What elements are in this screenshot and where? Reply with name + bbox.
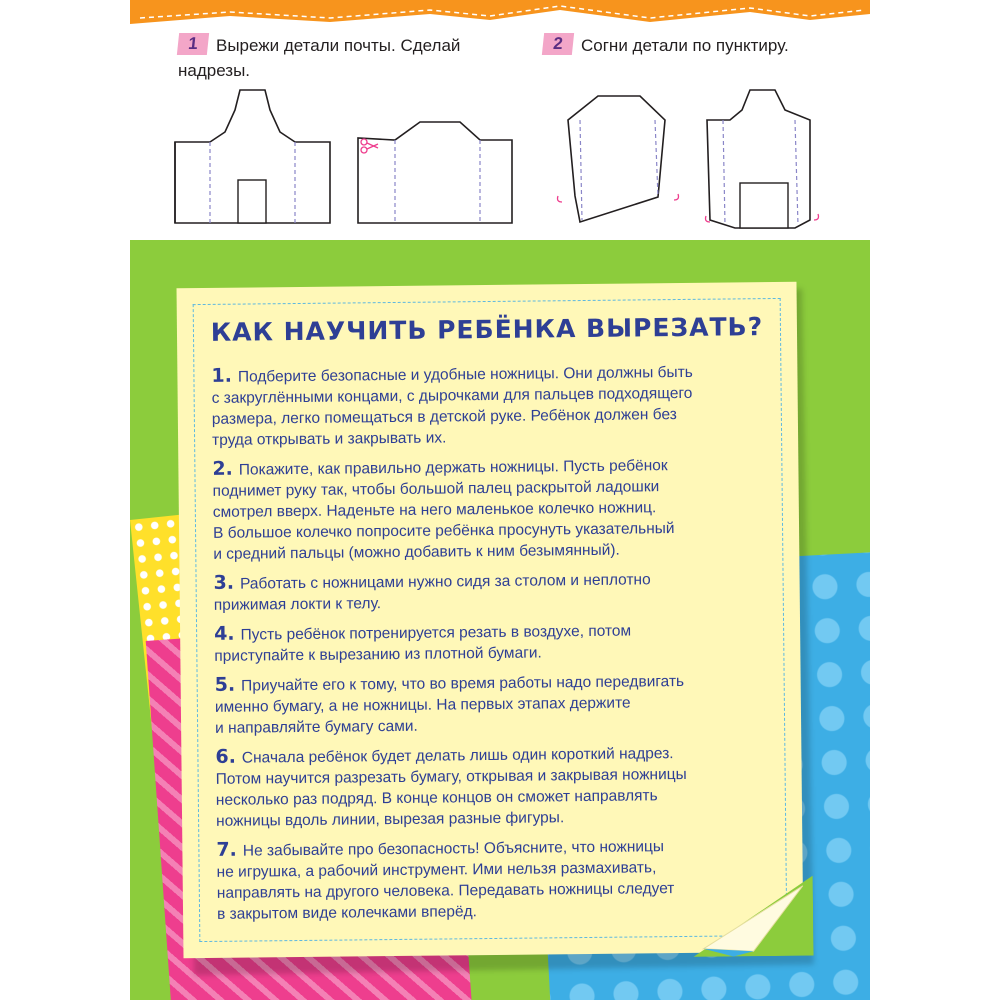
step-1-number: 1	[177, 33, 209, 55]
template-2-outline	[358, 122, 512, 223]
tips-list	[211, 360, 777, 933]
tips-note	[177, 282, 804, 958]
note-title: КАК НАУЧИТЬ РЕБЁНКА ВЫРЕЗАТЬ?	[210, 312, 764, 347]
tip-item: 7. Не забывайте про безопасность! Объясните, что ножницы не игрушка, а рабочий инструмент. Ими нельзя размахивать, направлять на другого человека. Передавать ножницы следует в закрытом виде колечками вперёд.	[216, 838, 675, 923]
tip-item: 2. Покажите, как правильно держать ножницы. Пусть ребёнок поднимет руку так, чтобы большой палец раскрытой ладошки смотрел вверх. Наденьте на него маленькое колечко ножниц. В большое колечко попросите ребёнка просунуть указательный и средний пальцы (можно добавить к ним безымянный).	[212, 457, 675, 563]
step-2-text: Согни детали по пунктиру.	[581, 36, 789, 55]
step-1-text: Вырежи детали почты. Сделай надрезы.	[178, 36, 461, 80]
tip-item: 3. Работать с ножницами нужно сидя за столом и неплотно прижимая локти к телу.	[213, 571, 651, 614]
tip-item: 4. Пусть ребёнок потренируется резать в воздухе, потом приступайте к вырезанию из плотной бумаги.	[214, 622, 632, 665]
top-decorative-strip	[130, 0, 870, 26]
folded-corner	[693, 876, 814, 957]
workbook-page	[130, 0, 870, 1000]
tip-item: 6. Сначала ребёнок будет делать лишь один короткий надрез. Потом научится разрезать бумагу, открывая и закрывая ножницы несколько раз подряд. В конце концов он сможет направлять ножницы вдоль линии, вырезая разные фигуры.	[215, 745, 687, 830]
folded-model-1	[568, 96, 665, 222]
step-2-number: 2	[542, 33, 574, 55]
step-2-instruction	[543, 33, 863, 58]
tip-item: 5. Приучайте его к тому, что во время работы надо передвигать именно бумагу, а не ножницы. На первых этапах держите и направляйте бумагу сами.	[214, 672, 685, 737]
step-1-instruction	[178, 33, 508, 83]
tip-item: 1. Подберите безопасные и удобные ножницы. Они должны быть с закруглёнными концами, с дырочками для пальцев подходящего размера, легко помещаться в детской руке. Ребёнок должен без труда открывать и закрывать их.	[211, 363, 693, 449]
paper-template-diagrams	[130, 80, 870, 240]
